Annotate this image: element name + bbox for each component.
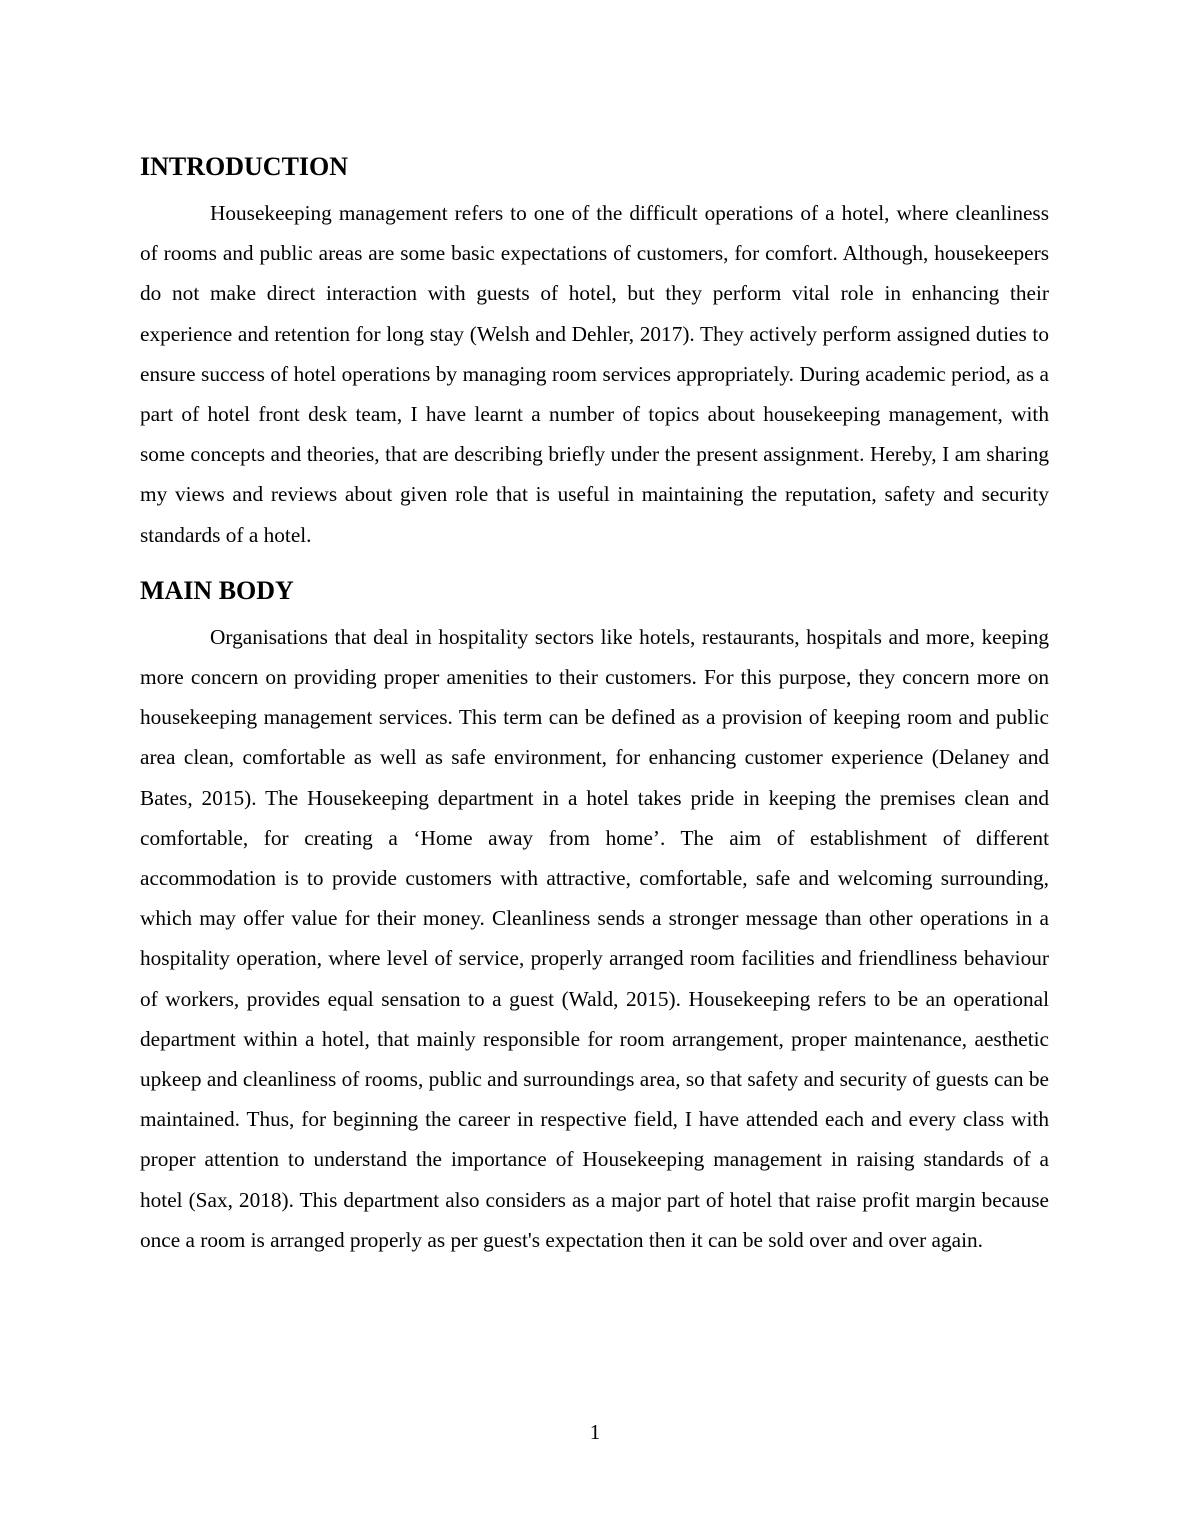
document-page [140,150,1049,1260]
main-body-paragraph: Organisations that deal in hospitality sectors like hotels, restaurants, hospitals and more, keeping more concern on providing proper amenities to their customers. For this purpose, they concern more on housekeeping management services. This term can be defined as a provision of keeping room and public area clean, comfortable as well as safe environment, for enhancing customer experience (Delaney and Bates, 2015). The Housekeeping department in a hotel takes pride in keeping the premises clean and comfortable, for creating a ‘Home away from home’. The aim of establishment of different accommodation is to provide customers with attractive, comfortable, safe and welcoming surrounding, which may offer value for their money. Cleanliness sends a stronger message than other operations in a hospitality operation, where level of service, properly arranged room facilities and friendliness behaviour of workers, provides equal sensation to a guest (Wald, 2015). Housekeeping refers to be an operational department within a hotel, that mainly responsible for room arrangement, proper maintenance, aesthetic upkeep and cleanliness of rooms, public and surroundings area, so that safety and security of guests can be maintained. Thus, for beginning the career in respective field, I have attended each and every class with proper attention to understand the importance of Housekeeping management in raising standards of a hotel (Sax, 2018). This department also considers as a major part of hotel that raise profit margin because once a room is arranged properly as per guest's expectation then it can be sold over and over again. [140,624,1049,1252]
introduction-heading: INTRODUCTION [140,152,349,181]
page-number: 1 [589,1420,601,1444]
main-body-heading: MAIN BODY [140,575,294,605]
introduction-paragraph: Housekeeping management refers to one of the difficult operations of a hotel, where cleanliness of rooms and public areas are some basic expectations of customers, for comfort. Although, housekeepers do not make direct interaction with guests of hotel, but they perform vital role in enhancing their experience and retention for long stay (Welsh and Dehler, 2017). They actively perform assigned duties to ensure success of hotel operations by managing room services appropriately. During academic period, as a part of hotel front desk team, I have learnt a number of topics about housekeeping management, with some concepts and theories, that are describing briefly under the present assignment. Hereby, I am sharing my views and reviews about given role that is useful in maintaining the reputation, safety and security standards of a hotel. [140,201,1049,547]
